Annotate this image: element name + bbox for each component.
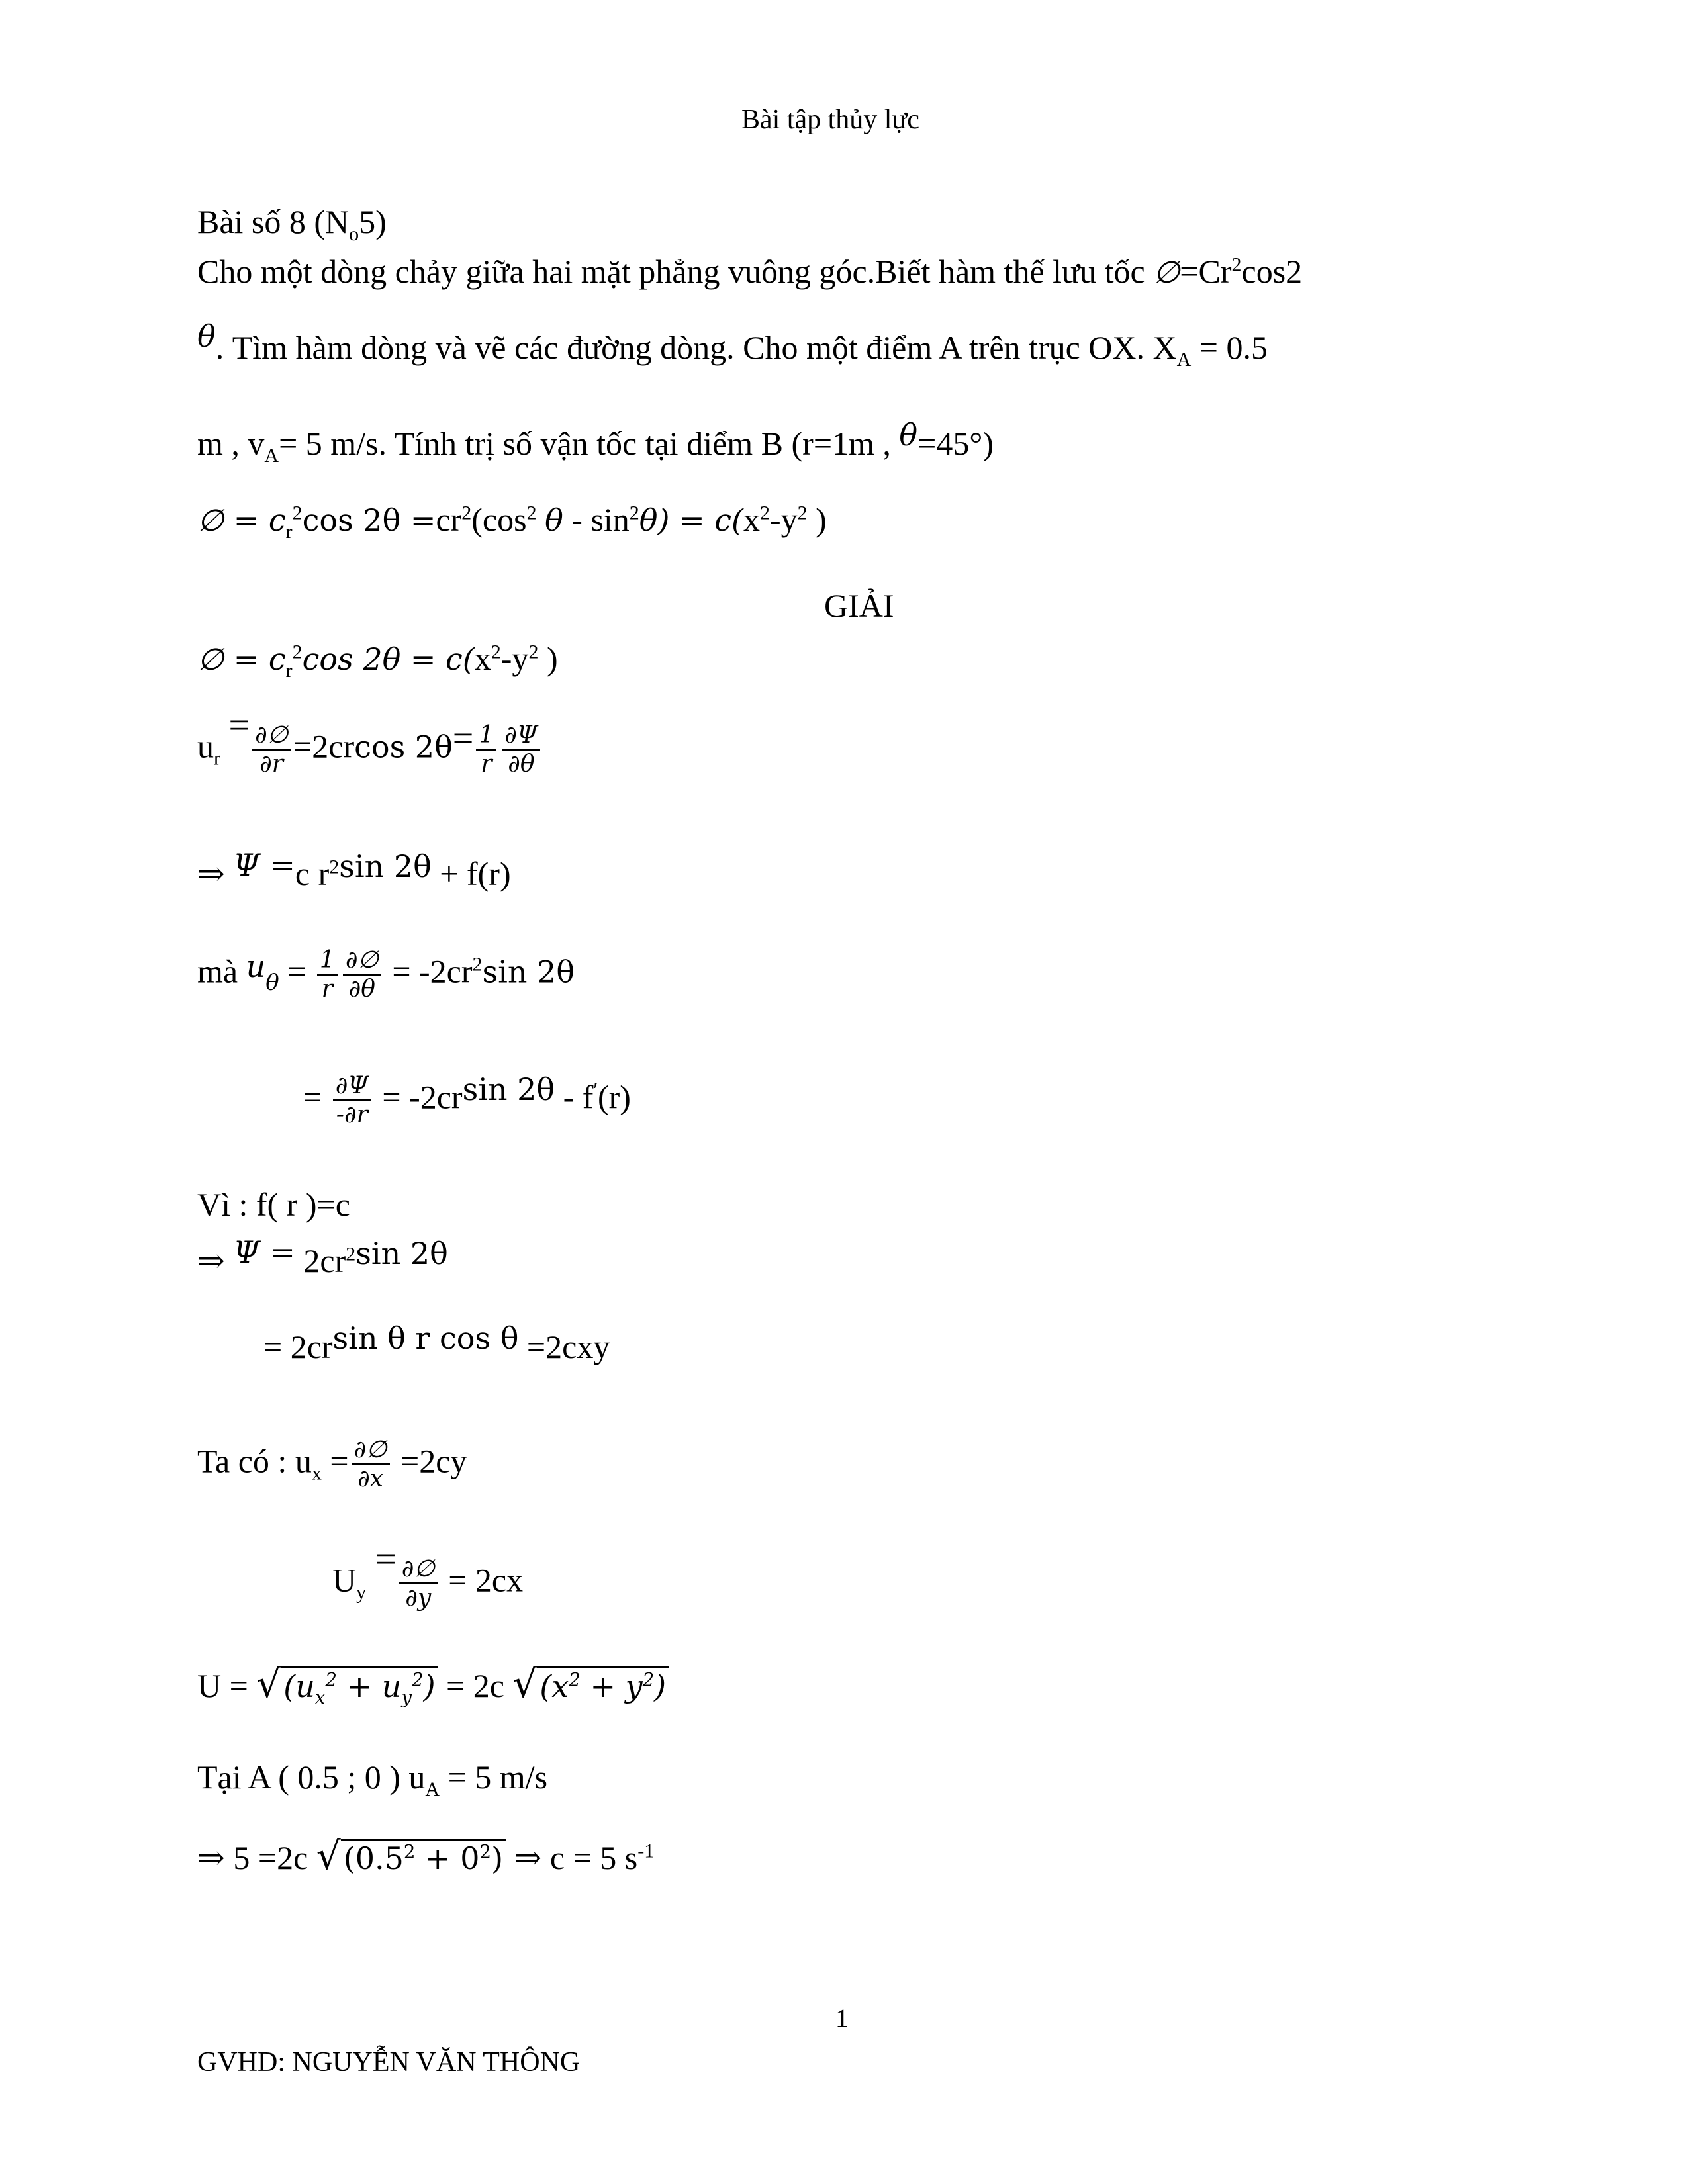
problem-heading: Bài số 8 $(N_o5)$ bbox=[197, 203, 387, 245]
solution-line-dpsi-dr: = $\frac{\partial\Psi}{-\partial r}$ = -2crsin 2θ - f′(r) bbox=[303, 1071, 631, 1129]
problem-line-2: θ. Tìm hàm dòng và vẽ các đường dòng. Cho một điểm A trên trục OX. $X_A = 0.5$ bbox=[197, 318, 1268, 371]
solution-line-c-value: ⇒ 5 =2c $√(0.5^2 + 0^2)$ ⇒ c = 5 $s^{-1}$ bbox=[197, 1833, 655, 1878]
solution-line-ur: $u_r$ = $\frac{\partial\emptyset}{\partial r}$ =2crcos 2θ= $\frac{1}{r}$ $\frac{\partial\Psi}{\partial\theta}$ bbox=[197, 721, 543, 778]
solution-line-psi-final: ⇒ $\Psi = 2cr^2\sin$ 2θ bbox=[197, 1234, 448, 1279]
solution-line-utheta: mà $u_\theta$ = $\frac{1}{r}$ $\frac{\partial\emptyset}{\partial\theta}$ = $-2cr^2\sin$ 2θ bbox=[197, 946, 575, 1003]
solution-line-psi: ⇒ Ψ =c $r^2\sin$ 2θ + f(r) bbox=[197, 847, 511, 892]
solution-line-2cxy: = 2crsin θ r cos θ =2cxy bbox=[263, 1320, 610, 1365]
solution-line-ux: Ta có : $u_x$ = $\frac{\partial\emptyset}{\partial x}$ =2cy bbox=[197, 1436, 467, 1493]
solution-line-uy: $U_y$ = $\frac{\partial\emptyset}{\partial y}$ = 2cx bbox=[332, 1539, 524, 1612]
solution-line-point-a: Tại A ( 0.5 ; 0 ) $u_A = 5$ m/s bbox=[197, 1758, 548, 1800]
solution-line-vi: Vì : f( r )=c bbox=[197, 1186, 350, 1223]
solution-line-1: ∅ = $c_r^2\cos$ $2\theta = c(x^2-y^2$ ) bbox=[197, 640, 558, 682]
problem-line-1: Cho một dòng chảy giữa hai mặt phẳng vuông góc.Biết hàm thế lưu tốc $\emptyset=Cr^2\cos 2$ bbox=[197, 253, 1303, 290]
solution-line-u-magnitude: $U = √(u_x^2 + u_y^2) = 2c$ $√(x^2 + y^2)$ bbox=[197, 1664, 669, 1703]
page-number: 1 bbox=[835, 2003, 849, 2033]
section-title-giai: GIẢI bbox=[824, 587, 894, 624]
page-header-title: Bài tập thủy lực bbox=[741, 105, 919, 135]
footer-advisor: GVHD: NGUYỄN VĂN THÔNG bbox=[197, 2047, 581, 2077]
problem-line-3: m , $v_A= 5$ m/s. Tính trị số vận tốc tại diểm B (r=1m , θ=45°) bbox=[197, 417, 994, 467]
equation-phi-definition: ∅ = $c_r^2\cos$ $2\theta =cr^2(\cos^2$ $\theta - \sin^2\theta) = c(x^2-y^2$ ) bbox=[197, 501, 827, 543]
